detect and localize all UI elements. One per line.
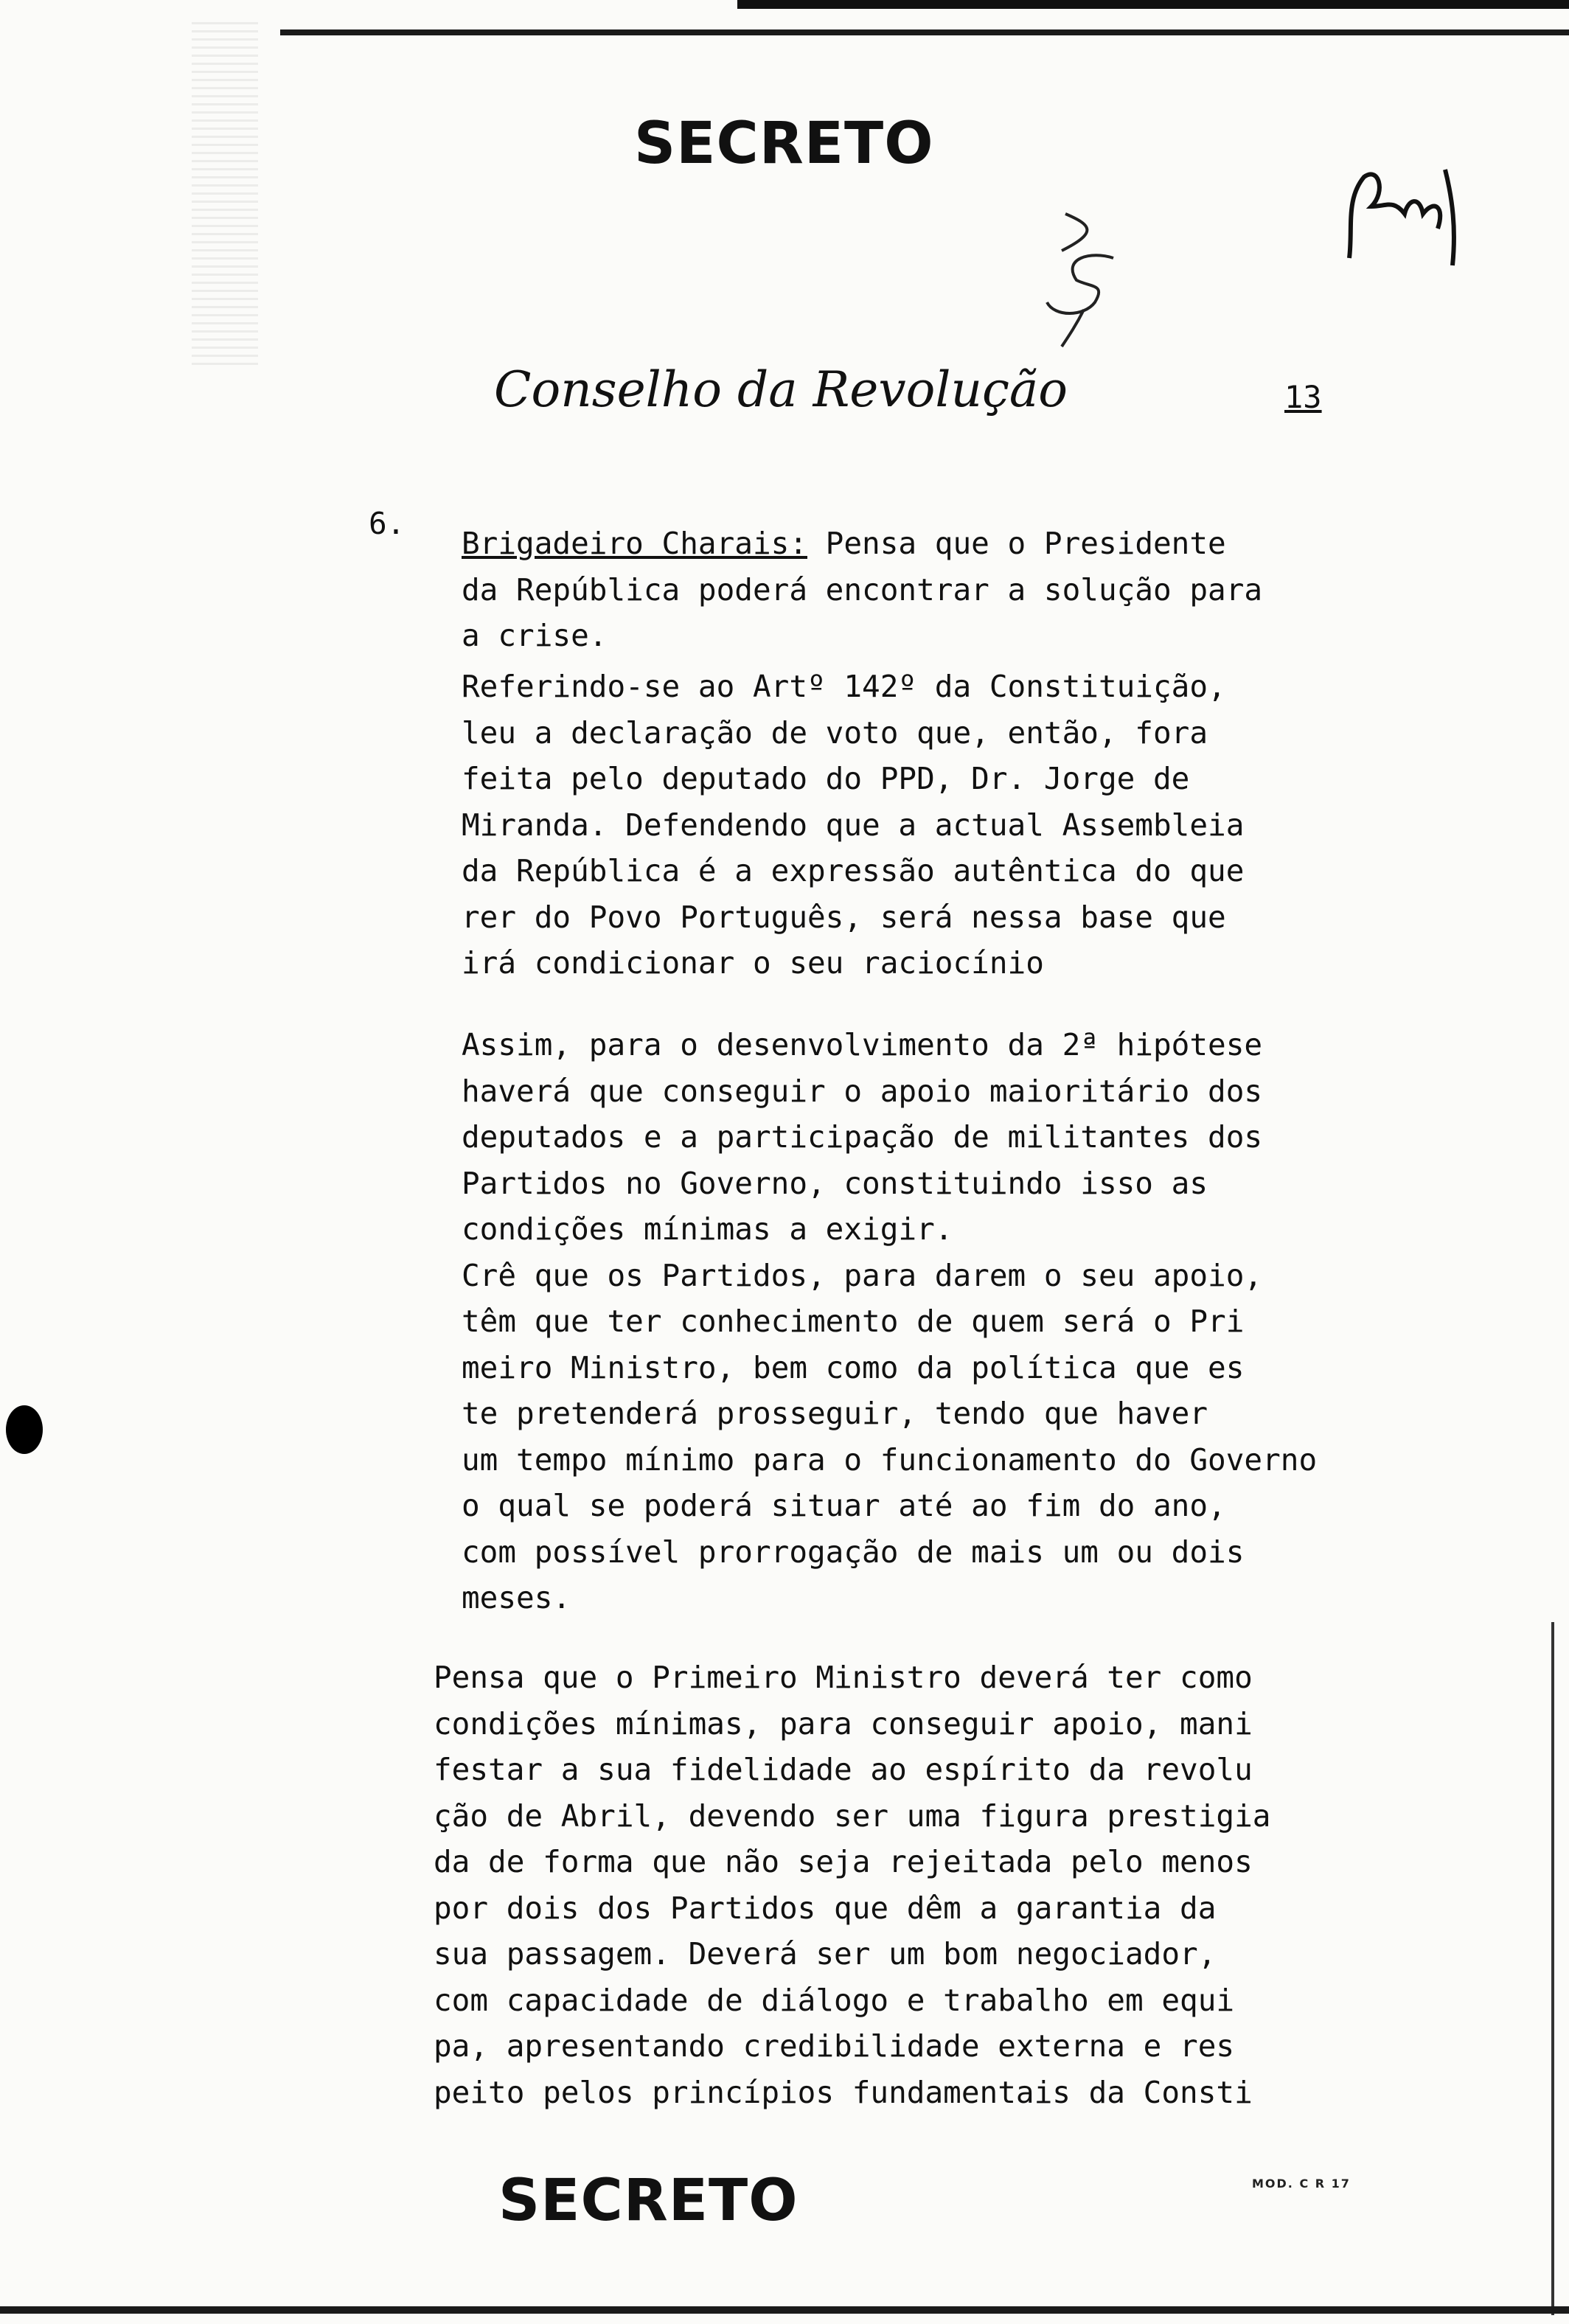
text-line: o qual se poderá situar até ao fim do ano, <box>462 1488 1226 1523</box>
text-line: têm que ter conhecimento de quem será o Pri <box>462 1304 1245 1339</box>
text-line: um tempo mínimo para o funcionamento do Governo <box>462 1441 1318 1478</box>
scan-noise <box>192 22 258 369</box>
letterhead: Conselho da Revolução <box>494 361 1068 418</box>
text-line: Crê que os Partidos, para darem o seu apoio, <box>462 1257 1263 1293</box>
punch-hole <box>6 1405 43 1454</box>
text-line: Miranda. Defendendo que a actual Assembleia <box>462 807 1245 843</box>
item-number: 6. <box>369 506 406 541</box>
text-line: peito pelos princípios fundamentais da Consti <box>434 2074 1253 2110</box>
text-line: da República é a expressão autêntica do que <box>462 853 1245 888</box>
text-line: rer do Povo Português, será nessa base que <box>462 899 1226 935</box>
text-line: deputados e a participação de militantes dos <box>462 1119 1263 1155</box>
text-line: Pensa que o Primeiro Ministro deverá ter como <box>434 1660 1253 1695</box>
text-line: ção de Abril, devendo ser uma figura prestigia <box>434 1798 1271 1834</box>
bottom-edge <box>0 2306 1569 2314</box>
text-line: com capacidade de diálogo e trabalho em equi <box>434 1982 1235 2018</box>
top-edge-shadow <box>737 0 1569 9</box>
text-line: Assim, para o desenvolvimento da 2ª hipótese <box>462 1027 1263 1062</box>
text-line <box>462 521 1295 567</box>
paragraph-4 <box>434 1655 1271 2115</box>
text-line: da República poderá encontrar a solução para <box>462 571 1263 608</box>
text-line: pa, apresentando credibilidade externa e res <box>434 2028 1235 2064</box>
paragraph-3 <box>462 1022 1318 1621</box>
speaker-name: Brigadeiro Charais: <box>462 526 807 561</box>
text-line: meses. <box>462 1580 571 1615</box>
text-line: leu a declaração de voto que, então, fora <box>462 714 1208 751</box>
text-line: Referindo-se ao Artº 142º da Constituição, <box>462 669 1226 704</box>
text-line: te pretenderá prosseguir, tendo que haver <box>462 1396 1208 1431</box>
page-number: 13 <box>1284 379 1322 415</box>
text-line: feita pelo deputado do PPD, Dr. Jorge de <box>462 761 1190 796</box>
text-line: condições mínimas a exigir. <box>462 1211 953 1247</box>
text-line: haverá que conseguir o apoio maioritário dos <box>462 1073 1263 1109</box>
handwritten-mark <box>1003 206 1150 354</box>
right-edge-line <box>1551 1622 1554 2315</box>
classification-stamp-bottom: SECRETO <box>498 2168 799 2234</box>
text-line: Partidos no Governo, constituindo isso as <box>462 1165 1208 1201</box>
top-rule <box>280 29 1569 35</box>
classification-stamp-top: SECRETO <box>634 111 934 177</box>
speaker-statement-start: Pensa que o Presidente <box>807 526 1226 561</box>
text-line: condições mínimas, para conseguir apoio, mani <box>434 1705 1253 1742</box>
text-line: por dois dos Partidos que dêm a garantia da <box>434 1890 1217 1926</box>
handwritten-signature-icon <box>1335 155 1467 273</box>
text-line: a crise. <box>462 618 608 653</box>
form-code: MOD. C R 17 <box>1252 2177 1351 2191</box>
text-line: festar a sua fidelidade ao espírito da revolu <box>434 1752 1253 1787</box>
text-line: com possível prorrogação de mais um ou dois <box>462 1534 1245 1570</box>
paragraph-1 <box>462 521 1295 659</box>
text-line: irá condicionar o seu raciocínio <box>462 945 1044 981</box>
text-line: sua passagem. Deverá ser um bom negociador, <box>434 1936 1217 1972</box>
text-line: meiro Ministro, bem como da política que es <box>462 1349 1245 1385</box>
paragraph-2 <box>462 664 1295 987</box>
text-line: da de forma que não seja rejeitada pelo menos <box>434 1844 1253 1879</box>
